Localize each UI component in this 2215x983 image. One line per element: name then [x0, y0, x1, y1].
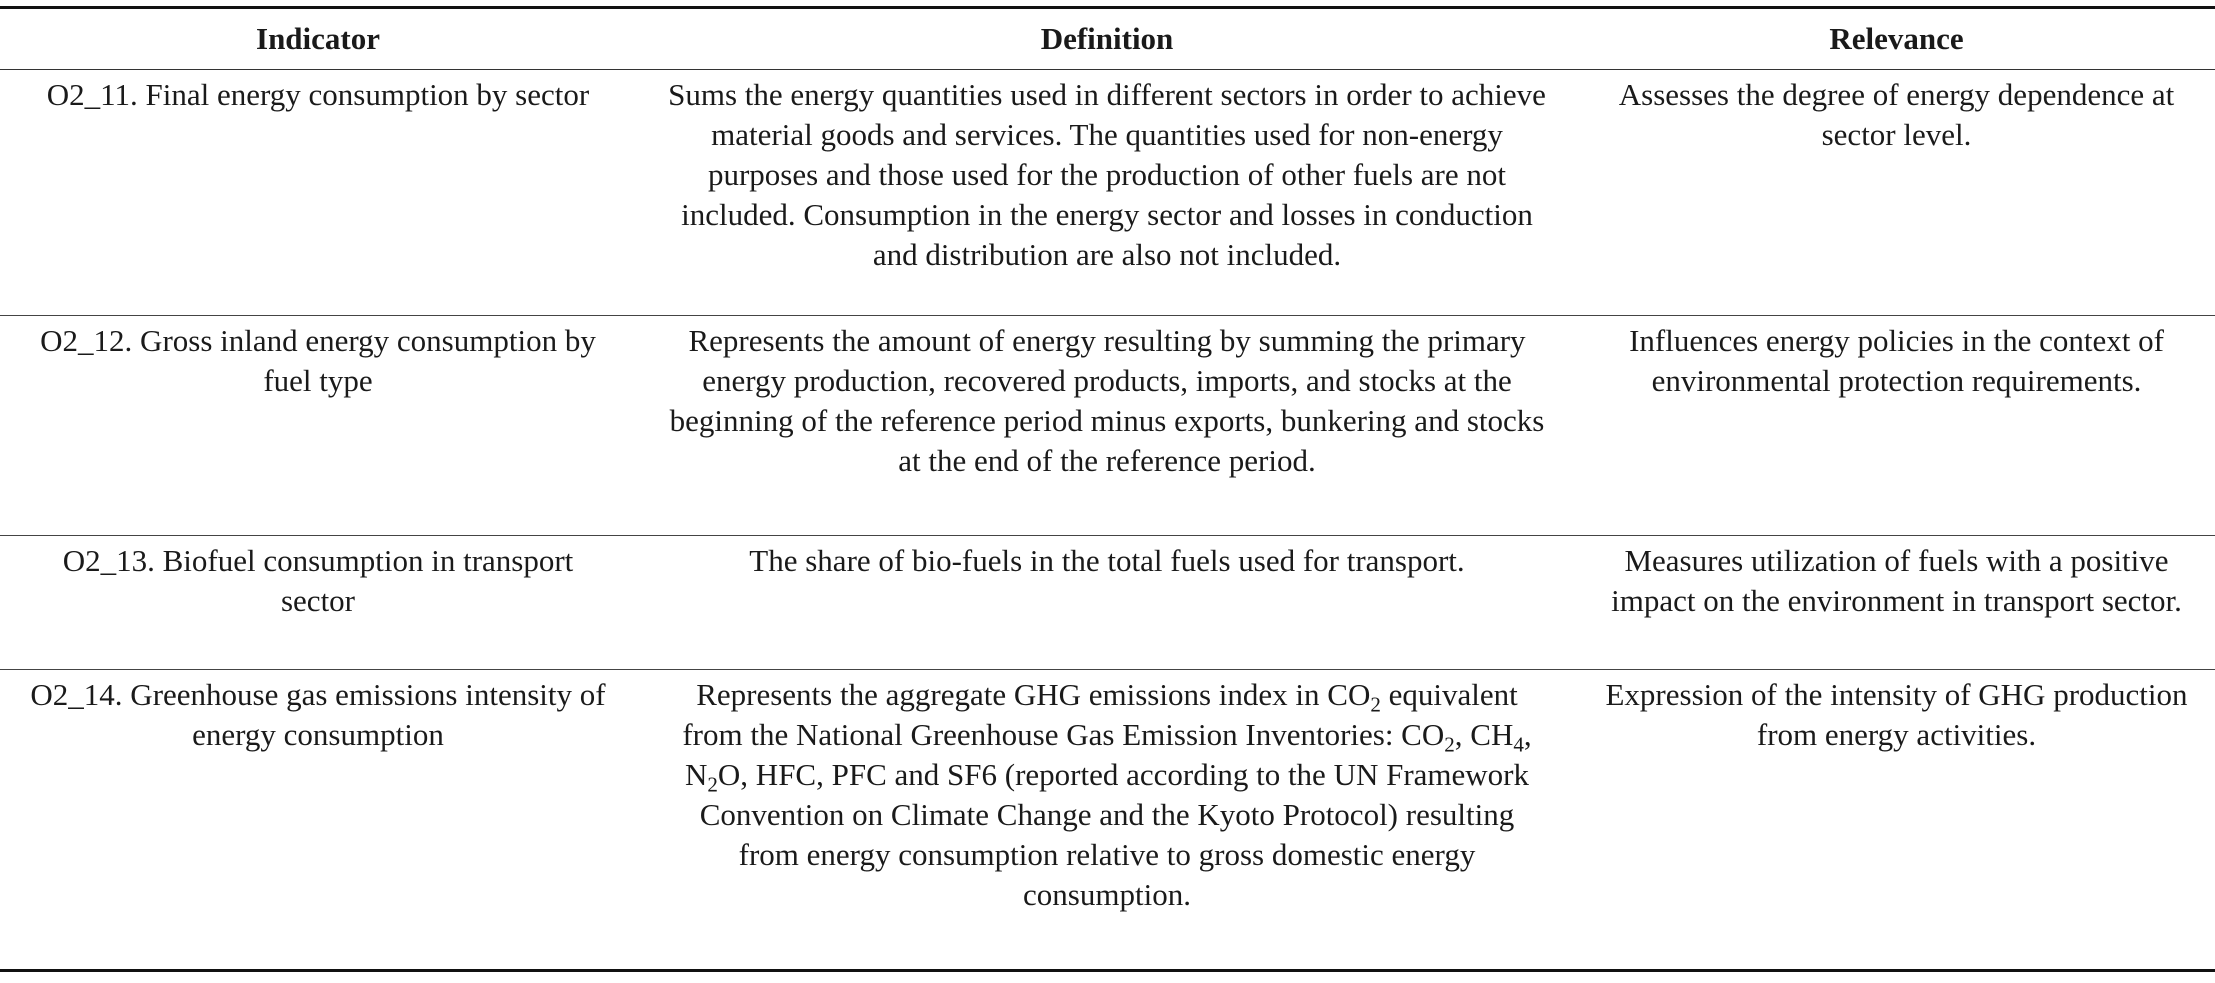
subscript: 2 — [1444, 732, 1455, 757]
definition-text: Represents the aggregate GHG emissions index in CO — [696, 677, 1371, 712]
indicator-cell: O2_11. Final energy consumption by sector — [46, 77, 590, 112]
definition-text: , CH — [1454, 717, 1514, 752]
definition-cell: The share of bio-fuels in the total fuels used for transport. — [749, 543, 1465, 578]
table-row — [0, 70, 2215, 316]
table-row — [0, 670, 2215, 971]
definition-cell: Sums the energy quantities used in different sectors in order to achieve material goods and services. The quantities used for non-energy purposes and those used for the production of other fuels are not included. Consumption in the energy sector and losses in conduction and distribution are also not included. — [668, 77, 1546, 272]
relevance-cell: Influences energy policies in the context of environmental protection requirements. — [1629, 323, 2164, 398]
subscript: 2 — [1370, 692, 1381, 717]
indicator-table — [0, 6, 2215, 972]
indicator-cell: O2_12. Gross inland energy consumption by fuel type — [40, 323, 596, 398]
indicator-cell: O2_14. Greenhouse gas emissions intensity of energy consumption — [30, 677, 606, 752]
table-row — [0, 536, 2215, 670]
indicator-cell: O2_13. Biofuel consumption in transport sector — [62, 543, 574, 618]
relevance-cell: Expression of the intensity of GHG production from energy activities. — [1605, 677, 2188, 752]
definition-text: equivalent from the National Greenhouse Gas Emission Inventories: CO — [682, 677, 1518, 752]
definition-text: O, HFC, PFC and SF6 (reported according to the UN Framework Convention on Climate Change and the Kyoto Protocol) resulting from energy consumption relative to gross domestic energy consumption. — [699, 757, 1529, 912]
relevance-cell: Measures utilization of fuels with a positive impact on the environment in transport sector. — [1611, 543, 2182, 618]
subscript: 4 — [1513, 732, 1524, 757]
header-row — [0, 8, 2215, 70]
table-row — [0, 316, 2215, 536]
definition-text: , N — [684, 717, 1532, 792]
table-header — [0, 8, 2215, 70]
subscript: 2 — [707, 772, 718, 797]
definition-cell — [636, 670, 1578, 971]
relevance-cell: Assesses the degree of energy dependence at sector level. — [1618, 77, 2175, 152]
header-relevance: Relevance — [1829, 21, 1964, 56]
header-definition: Definition — [1040, 21, 1174, 56]
table-body — [0, 70, 2215, 971]
header-indicator: Indicator — [256, 21, 380, 56]
definition-cell: Represents the amount of energy resulting by summing the primary energy production, recovered products, imports, and stocks at the beginning of the reference period minus exports, bunkering and stocks at the end of the reference period. — [669, 323, 1545, 478]
